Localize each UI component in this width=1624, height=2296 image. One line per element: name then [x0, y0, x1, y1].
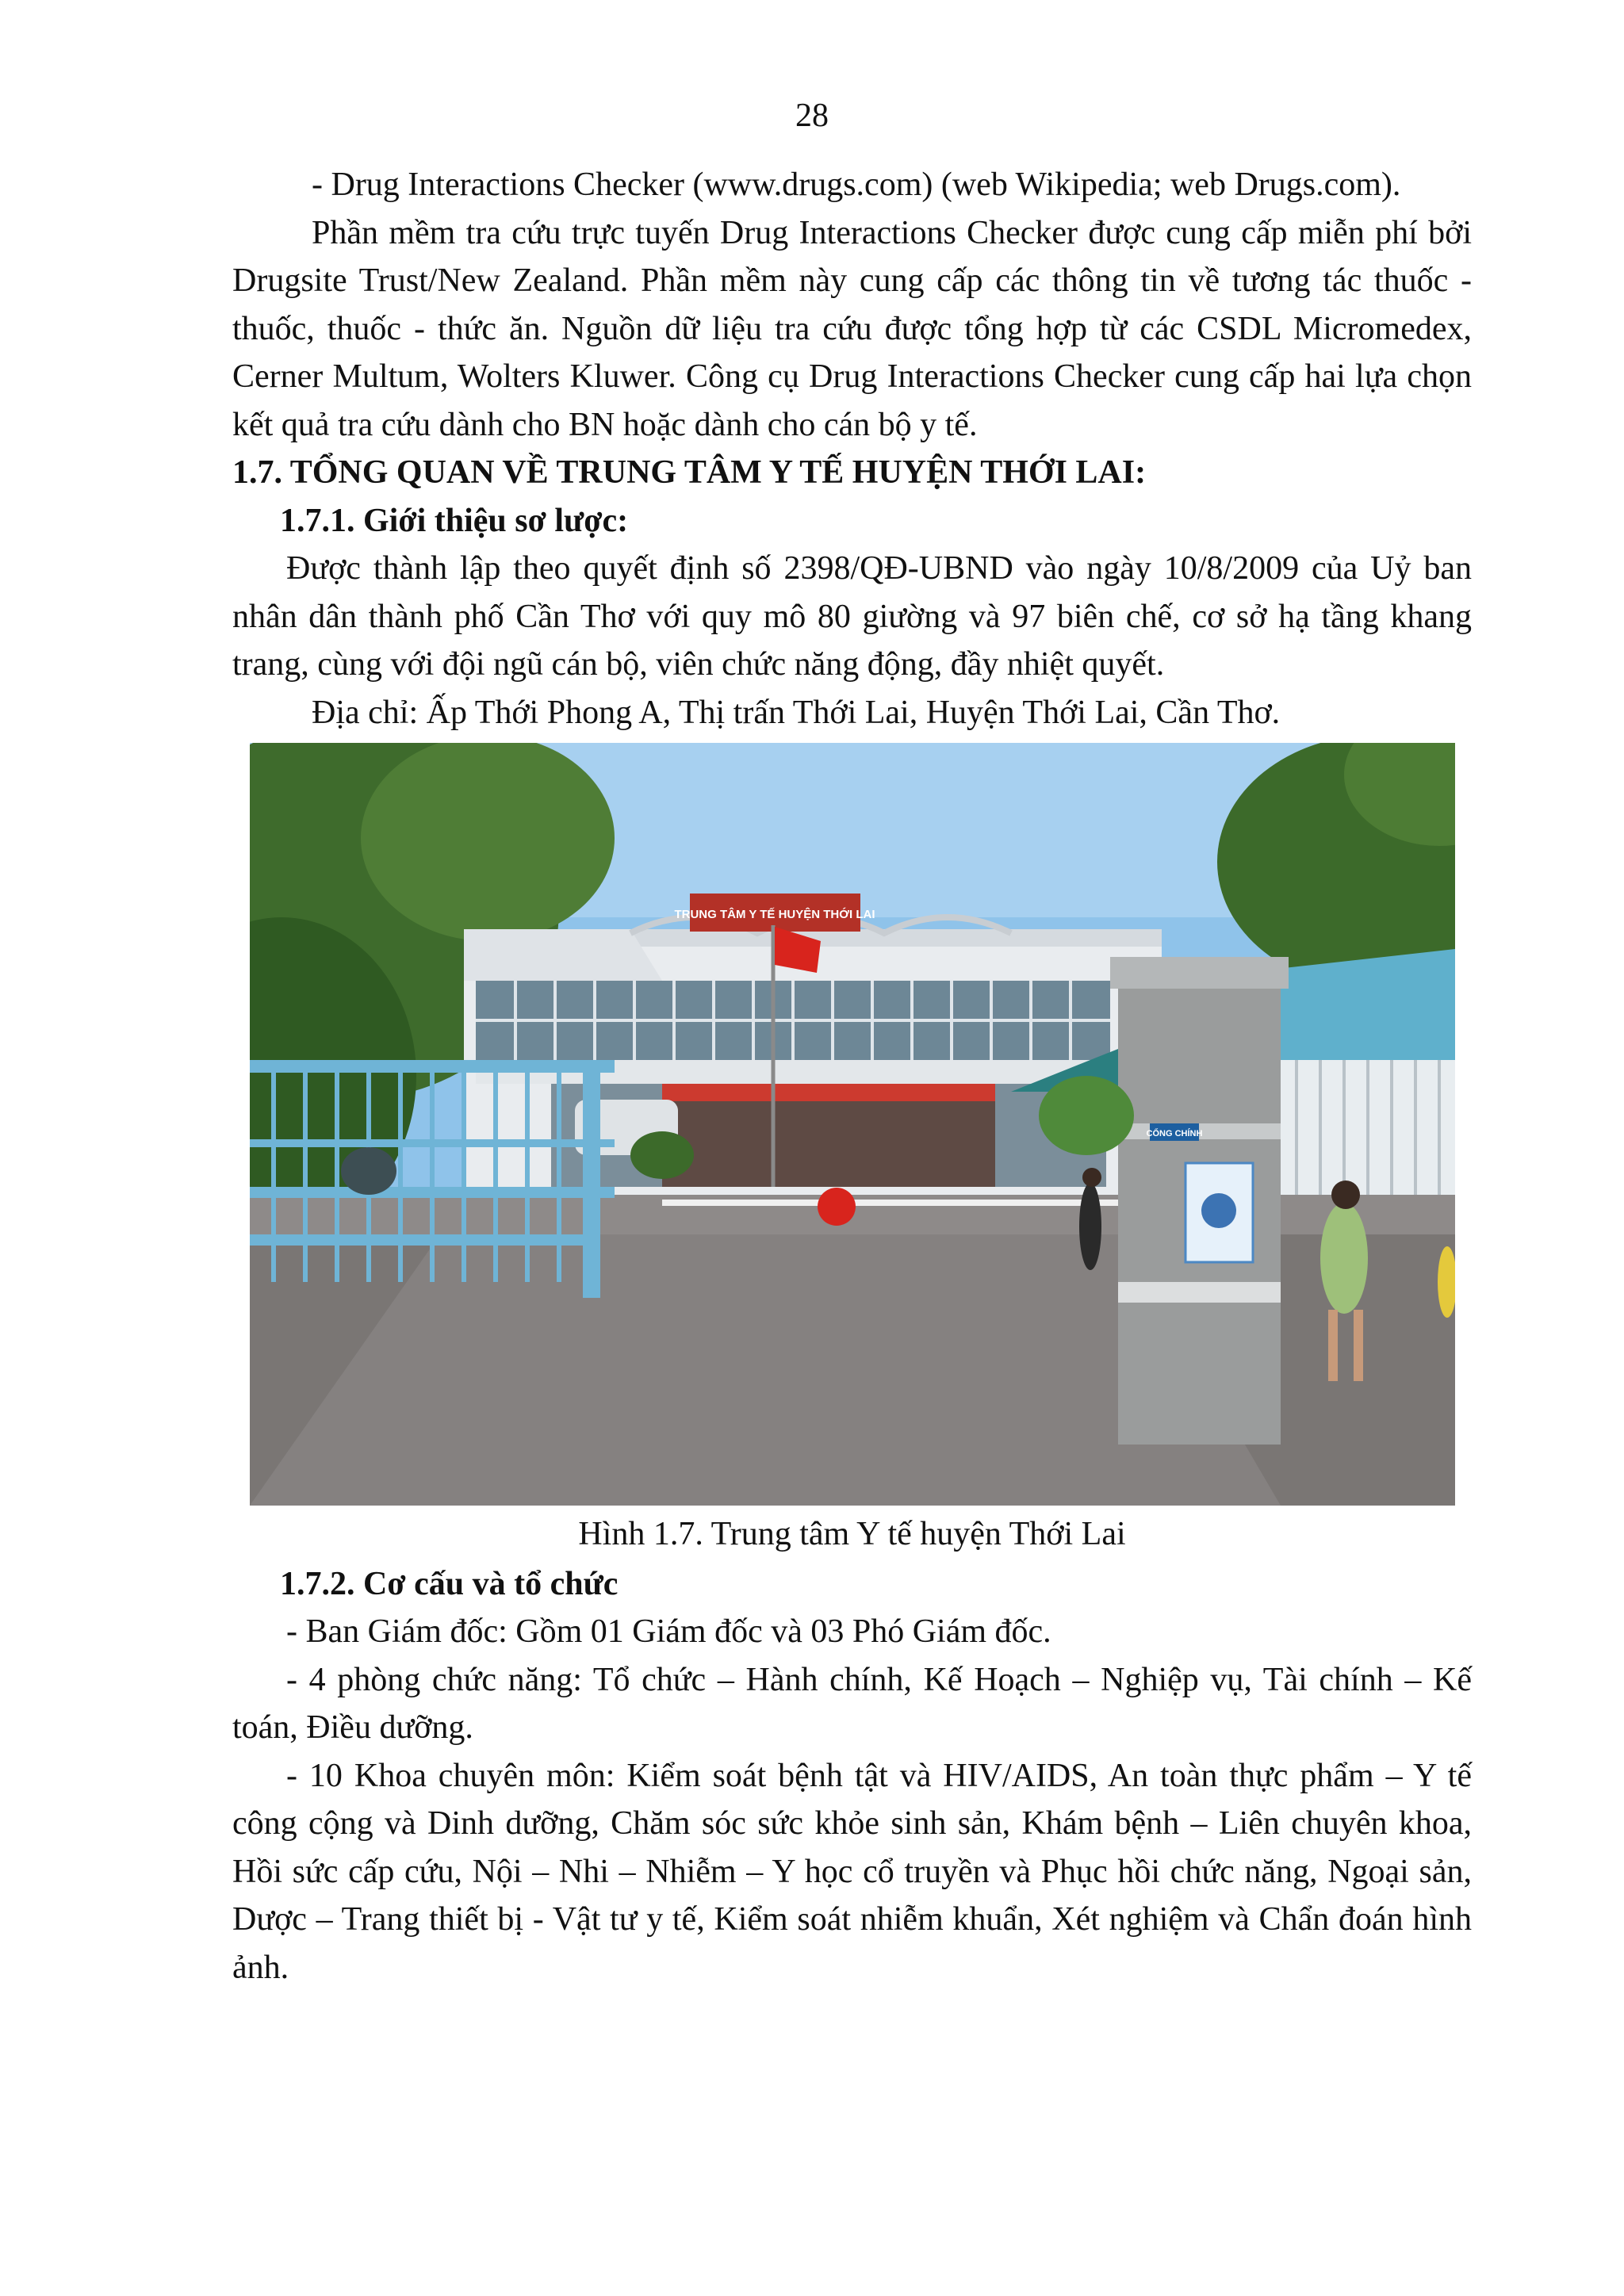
hospital-photo	[250, 743, 1455, 1506]
drug-checker-item: - Drug Interactions Checker (www.drugs.com) (web Wikipedia; web Drugs.com).	[312, 166, 1401, 203]
figure-caption: Hình 1.7. Trung tâm Y tế huyện Thới Lai	[578, 1516, 1126, 1552]
document-body	[232, 161, 1472, 1992]
section-heading-1-7-1: 1.7.1. Giới thiệu sơ lược:	[280, 502, 629, 539]
board-item: - Ban Giám đốc: Gồm 01 Giám đốc và 03 Phó Giám đốc.	[286, 1613, 1051, 1650]
page-number: 28	[795, 98, 829, 134]
section-heading-1-7: 1.7. TỔNG QUAN VỀ TRUNG TÂM Y TẾ HUYỆN THỚI LAI:	[232, 454, 1147, 491]
departments-item: - 10 Khoa chuyên môn: Kiểm soát bệnh tật và HIV/AIDS, An toàn thực phẩm – Y tế công cộng và Dinh dưỡng, Chăm sóc sức khỏe sinh sản, Khám bệnh – Liên chuyên khoa, Hồi sức cấp cứu, Nội – Nhi – Nhiễm – Y học cổ truyền và Phục hồi chức năng, Ngoại sản, Dược – Trang thiết bị - Vật tư y tế, Kiểm soát nhiễm khuẩn, Xét nghiệm và Chẩn đoán hình ảnh.	[232, 1757, 1472, 1986]
drug-checker-description: Phần mềm tra cứu trực tuyến Drug Interactions Checker được cung cấp miễn phí bởi Drugsite Trust/New Zealand. Phần mềm này cung cấp các thông tin về tương tác thuốc - thuốc, thuốc - thức ăn. Nguồn dữ liệu tra cứu được tổng hợp từ các CSDL Micromedex, Cerner Multum, Wolters Kluwer. Công cụ Drug Interactions Checker cung cấp hai lựa chọn kết quả tra cứu dành cho BN hoặc dành cho cán bộ y tế.	[232, 214, 1472, 443]
blue-fence	[250, 1060, 615, 1298]
gate-sign: CỔNG CHÍNH	[1146, 1129, 1203, 1138]
section-heading-1-7-2: 1.7.2. Cơ cấu và tổ chức	[280, 1565, 619, 1602]
address-paragraph: Địa chỉ: Ấp Thới Phong A, Thị trấn Thới Lai, Huyện Thới Lai, Cần Thơ.	[312, 694, 1281, 731]
intro-paragraph: Được thành lập theo quyết định số 2398/QĐ-UBND vào ngày 10/8/2009 của Uỷ ban nhân dân thành phố Cần Thơ với quy mô 80 giường và 97 biên chế, cơ sở hạ tầng khang trang, cùng với đội ngũ cán bộ, viên chức năng động, đầy nhiệt quyết.	[232, 550, 1472, 683]
building-sign: TRUNG TÂM Y TẾ HUYỆN THỚI LAI	[674, 908, 875, 921]
functional-rooms-item: - 4 phòng chức năng: Tổ chức – Hành chính, Kế Hoạch – Nghiệp vụ, Tài chính – Kế toán, Điều dưỡng.	[232, 1661, 1472, 1746]
